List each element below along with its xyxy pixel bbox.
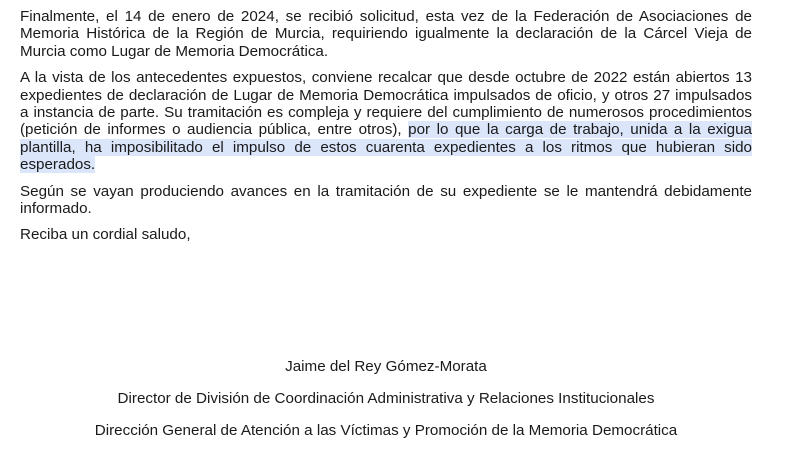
signatory-title: Director de División de Coordinación Administrativa y Relaciones Institucionales (117, 390, 655, 407)
paragraph-closing (20, 226, 752, 243)
paragraph-request (20, 8, 752, 60)
closing-salutation: Reciba un cordial saludo, (20, 226, 191, 244)
selected-text-highlight[interactable]: por lo que la carga de trabajo, unida a la exigua plantilla, ha imposibilitado el impulso de estos cuarenta expedientes a los ritmos que hubieran sido esperados. (20, 121, 752, 174)
paragraph-progress-text: Según se vayan produciendo avances en la tramitación de su expediente se le mantendrá debidamente informado. (20, 182, 752, 218)
paragraph-request-text: Finalmente, el 14 de enero de 2024, se recibió solicitud, esta vez de la Federación de Asociaciones de Memoria Histórica de la Región de Murcia, requiriendo igualmente la declaración de la Cárcel Vieja de Murcia como Lugar de Memoria Democrática. (20, 8, 752, 60)
signatory-department: Dirección General de Atención a las Víctimas y Promoción de la Memoria Democrática (94, 422, 678, 439)
paragraph-background-text: A la vista de los antecedentes expuestos, conviene recalcar que desde octubre de 2022 están abiertos 13 expedientes de declaración de Lugar de Memoria Democrática impulsados de oficio, y otros 27 impulsados a instancia de parte. Su tramitación es compleja y requiere del cumplimiento de numerosos procedimientos (petición de informes o audiencia pública, entre otros), (20, 69, 752, 139)
paragraph-progress (20, 183, 752, 218)
letter-body (20, 8, 752, 253)
paragraph-background (20, 69, 752, 173)
signatory-name: Jaime del Rey Gómez-Morata (285, 358, 487, 375)
